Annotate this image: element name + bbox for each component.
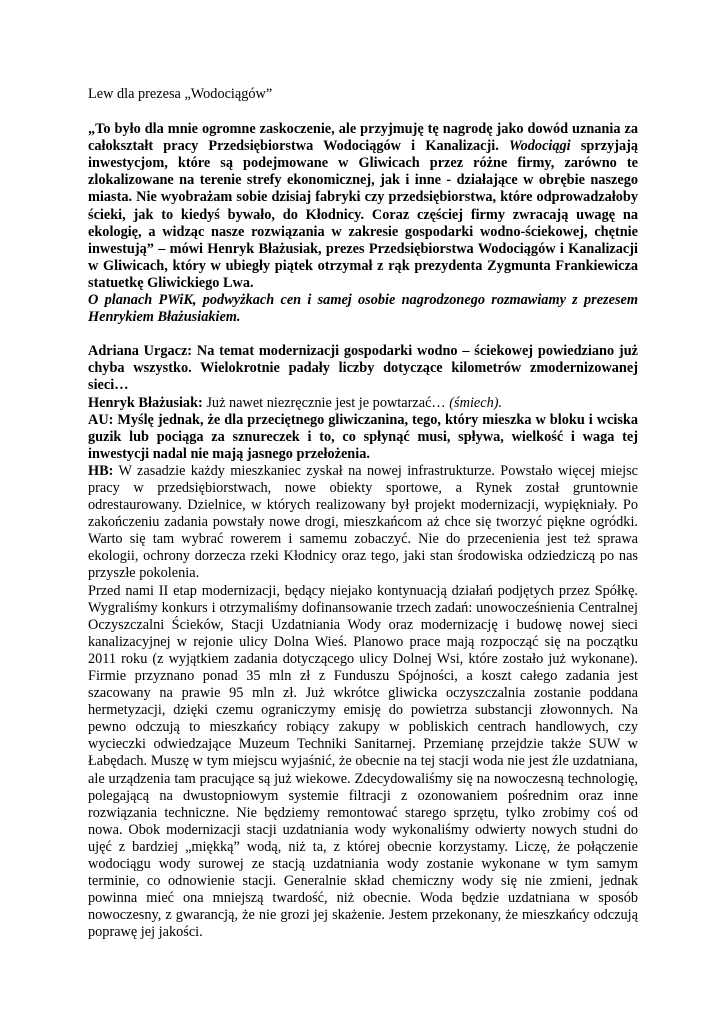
answer-1-speaker: Henryk Błażusiak: xyxy=(88,394,203,411)
article-title: Lew dla prezesa „Wodociągów” xyxy=(88,86,273,102)
lead-text-2: sprzyjają inwestycjom, które są podejmowane w Gliwicach przez różne firmy, zarówno te zlokalizowane na terenie strefy ekonomicznej, jak i inne - działające w obrębie naszego miasta. Nie wyobrażam sobie dzisiaj fabryki czy przedsiębiorstwa, które odprowadzałoby ścieki, jak to kiedyś bywało, do Kłodnicy. Coraz częściej firmy zwracają uwagę na ekologię, a widząc nasze rozwiązania w zakresie gospodarki wodno-ściekowej, chętnie inwestują” – mówi Henryk Błażusiak, prezes Przedsiębiorstwa Wodociągów i Kanalizacji w Gliwicach, który w ubiegły piątek otrzymał z rąk prezydenta Zygmunta Frankiewicza statuetkę Gliwickiego Lwa. xyxy=(88,138,639,291)
answer-1 xyxy=(88,395,638,412)
question-2: AU: Myślę jednak, że dla przeciętnego gliwiczanina, tego, który mieszka w bloku i wciska guzik lub pociąga za sznureczek i to, co spłynąć musi, spływa, wielkość i waga tej inwestycji nadal nie mają jasnego przełożenia. xyxy=(88,411,638,462)
answer-1-aside: (śmiech). xyxy=(449,394,503,411)
lead-text-1: „To było dla mnie ogromne zaskoczenie, ale przyjmuję tę nagrodę jako dowód uznania za całokształt pracy Przedsiębiorstwa Wodociągów i Kanalizacji. xyxy=(88,121,638,155)
intro-paragraph: O planach PWiK, podwyżkach cen i samej osobie nagrodzonego rozmawiamy z prezesem Henrykiem Błażusiakiem. xyxy=(88,292,638,326)
answer-2 xyxy=(88,463,638,583)
document-page xyxy=(88,86,638,942)
lead-paragraph xyxy=(88,121,638,292)
answer-2-speaker: HB: xyxy=(88,462,114,479)
answer-2-text: W zasadzie każdy mieszkaniec zyskał na nowej infrastrukturze. Powstało więcej miejsc pracy w przedsiębiorstwach, nowe obiekty sportowe, a Rynek został gruntownie odrestaurowany. Dzielnice, w których realizowany był projekt modernizacji, wypiękniały. Po zakończeniu zadania powstały nowe drogi, mieszkańcom aż chce się tworzyć piękne ogródki. Warto się tam wybrać rowerem i samemu zobaczyć. Nie do przecenienia jest też sprawa ekologii, ochrony dorzecza rzeki Kłodnicy oraz tego, jaki stan środowiska odziedziczą po nas przyszłe pokolenia. xyxy=(88,462,638,582)
lead-italic-word: Wodociągi xyxy=(508,138,571,155)
answer-1-text: Już nawet niezręcznie jest je powtarzać… xyxy=(202,394,450,411)
paragraph-3: Przed nami II etap modernizacji, będący niejako kontynuacją działań podjętych przez Spółkę. Wygraliśmy konkurs i otrzymaliśmy dofinansowanie trzech zadań: unowocześnienia Centralnej Oczyszczalni Ścieków, Stacji Uzdatniania Wody oraz modernizację i budowę nowej sieci kanalizacyjnej w rejonie ulicy Dolna Wieś. Planowo prace mają rozpocząć się na początku 2011 roku (z wyjątkiem zadania dotyczącego ulicy Dolnej Wsi, które zostało już wykonane). Firmie przyznano ponad 35 mln zł z Funduszu Spójności, a koszt całego zadania jest szacowany na prawie 95 mln zł. Już wkrótce gliwicka oczyszczalnia zostanie poddana hermetyzacji, dzięki czemu ograniczymy emisję do powietrza substancji złowonnych. Na pewno odczują to mieszkańcy robiący zakupy w pobliskich centrach handlowych, czy wycieczki odwiedzające Muzeum Techniki Sanitarnej. Przemianę przejdzie także SUW w Łabędach. Muszę w tym miejscu wyjaśnić, że obecnie na tej stacji woda nie jest źle uzdatniana, ale urządzenia tam pracujące są już wiekowe. Zdecydowaliśmy się na nowoczesną technologię, polegającą na dwustopniowym systemie filtracji z ozonowaniem pośrednim oraz inne rozwiązania techniczne. Nie będziemy remontować starego sprzętu, tylko zrobimy coś od nowa. Obok modernizacji stacji uzdatniania wody wykonaliśmy odwierty nowych studni do ujęć z bardziej „miękką” wodą, niż ta, z której obecnie korzystamy. Liczę, że połączenie wodociągu wody surowej ze stacją uzdatniania wody zostanie wykonane w tym samym terminie, co odnowienie stacji. Generalnie skład chemiczny wody się nie zmieni, jednak powinna mieć ona mniejszą twardość, niż obecnie. Woda będzie uzdatniana w sposób nowoczesny, z gwarancją, że nie grozi jej skażenie. Jestem przekonany, że mieszkańcy odczują poprawę jej jakości. xyxy=(88,582,638,941)
question-1: Adriana Urgacz: Na temat modernizacji gospodarki wodno – ściekowej powiedziano już chyba wszystko. Wielokrotnie padały liczby dotyczące kilometrów zmodernizowanej sieci… xyxy=(88,343,638,394)
